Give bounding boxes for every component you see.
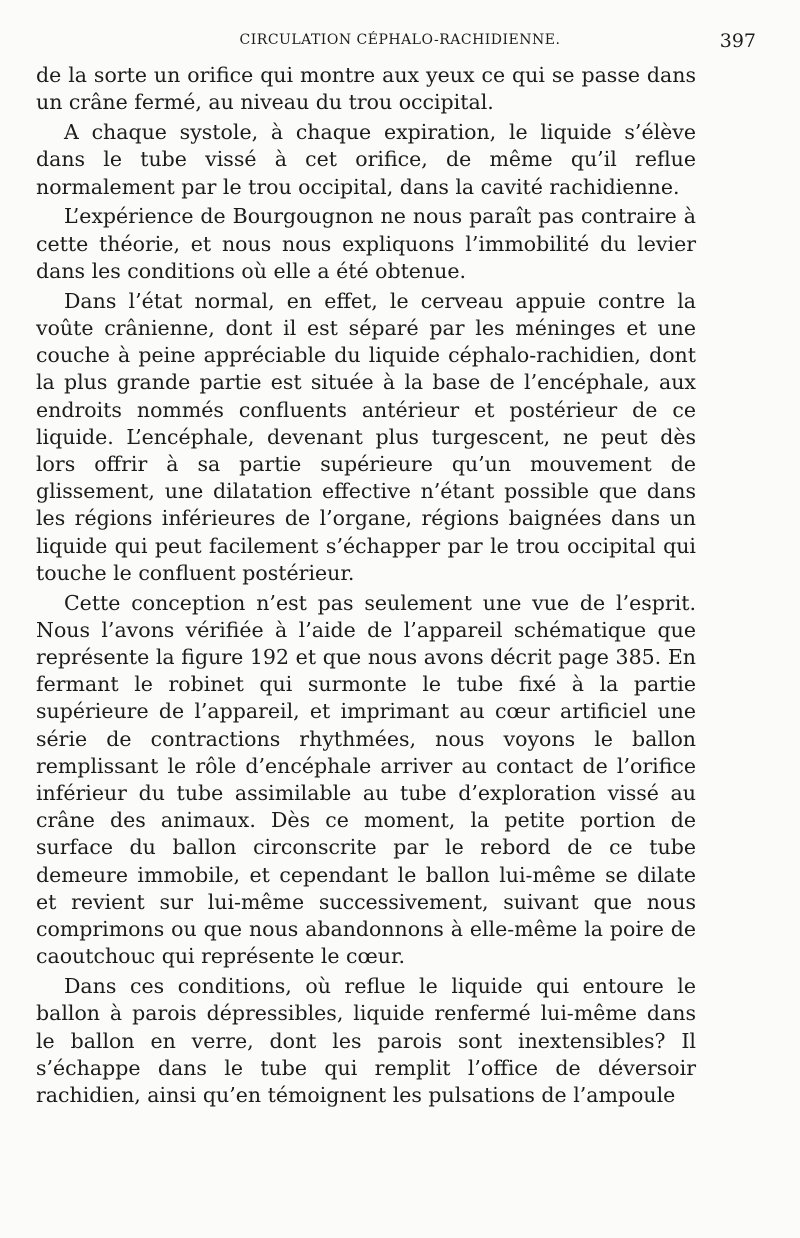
paragraph: A chaque systole, à chaque expiration, le liquide s’élève dans le tube vissé à cet orifice, de même qu’il reflue normalement par le trou occipital, dans la cavité rachidienne. (36, 120, 696, 199)
paragraph: L’expérience de Bourgougnon ne nous paraît pas contraire à cette théorie, et nous nous expliquons l’immobilité du levier dans les conditions où elle a été obtenue. (36, 204, 696, 283)
paragraph: Cette conception n’est pas seulement une vue de l’esprit. Nous l’avons vérifiée à l’aide de l’appareil schématique que représente la figure 192 et que nous avons décrit page 385. En fermant le robinet qui surmonte le tube fixé à la partie supérieure de l’appareil, et imprimant au cœur artificiel une série de contractions rhythmées, nous voyons le ballon remplissant le rôle d’encéphale arriver au contact de l’orifice inférieur du tube assimilable au tube d’exploration vissé au crâne des animaux. Dès ce moment, la petite portion de surface du ballon circonscrite par le rebord de ce tube demeure immobile, et cependant le ballon lui-même se dilate et revient sur lui-même successivement, suivant que nous comprimons ou que nous abandonnons à elle-même la poire de caoutchouc qui représente le cœur. (36, 590, 696, 969)
paragraph: Dans ces conditions, où reflue le liquide qui entoure le ballon à parois dépressibles, liquide renfermé lui-même dans le ballon en verre, dont les parois sont inextensibles? Il s’échappe dans le tube qui remplit l’office de déversoir rachidien, ainsi qu’en témoignent les pulsations de l’ampoule (36, 974, 696, 1107)
body-text (36, 62, 696, 1112)
paragraph: de la sorte un orifice qui montre aux yeux ce qui se passe dans un crâne fermé, au niveau du trou occipital. (36, 63, 696, 115)
page-number: 397 (719, 30, 756, 52)
paragraph: Dans l’état normal, en effet, le cerveau appuie contre la voûte crânienne, dont il est séparé par les méninges et une couche à peine appréciable du liquide céphalo-rachidien, dont la plus grande partie est située à la base de l’encéphale, aux endroits nommés confluents antérieur et postérieur de ce liquide. L’encéphale, devenant plus turgescent, ne peut dès lors offrir à sa partie supérieure qu’un mouvement de glissement, une dilatation effective n’étant possible que dans les régions inférieures de l’organe, régions baignées dans un liquide qui peut facilement s’échapper par le trou occipital qui touche le confluent postérieur. (36, 288, 696, 585)
running-head: CIRCULATION CÉPHALO-RACHIDIENNE. (239, 32, 561, 48)
page-header (36, 30, 764, 54)
